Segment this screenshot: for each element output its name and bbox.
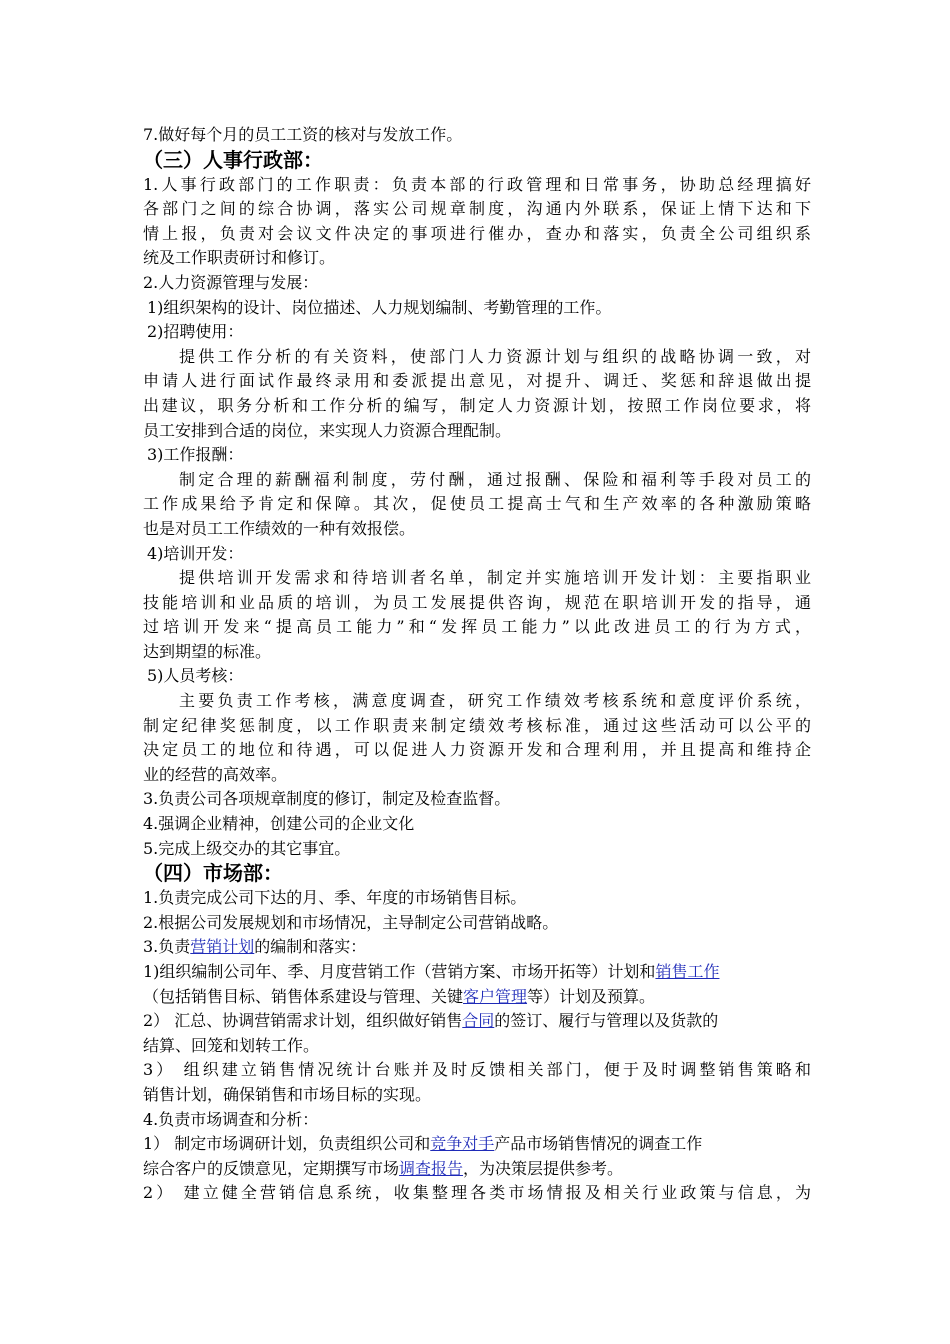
paragraph: 3.负责公司各项规章制度的修订，制定及检查监督。 <box>143 789 511 809</box>
paragraph: 制定纪律奖惩制度，以工作职责来制定绩效考核标准，通过这些活动可以公平的 <box>143 715 811 735</box>
paragraph: 也是对员工工作绩效的一种有效报偿。 <box>143 518 416 538</box>
text-span: ，为决策层提供参考。 <box>463 1158 624 1178</box>
link-survey-report[interactable]: 调查报告 <box>399 1158 464 1178</box>
text-span: 产品市场销售情况的调查工作 <box>494 1134 703 1154</box>
paragraph: 业的经营的高效率。 <box>143 764 288 784</box>
paragraph <box>143 1157 811 1182</box>
paragraph: 2.人力资源管理与发展： <box>143 272 319 292</box>
text-span: 2） 汇总、协调营销需求计划，组织做好销售 <box>143 1011 463 1031</box>
paragraph: 统及工作职责研讨和修订。 <box>143 248 336 268</box>
list-item: 2)招聘使用： <box>147 322 244 342</box>
paragraph: 制定合理的薪酬福利制度，劳付酬，通过报酬、保险和福利等手段对员工的 <box>179 469 811 489</box>
text-span: 的签订、履行与管理以及货款的 <box>494 1011 719 1031</box>
document-body <box>143 123 811 1206</box>
list-item: 3)工作报酬： <box>147 445 244 465</box>
paragraph: 出建议，职务分析和工作分析的编写，制定人力资源计划，按照工作岗位要求，将 <box>143 395 811 415</box>
link-sales-work[interactable]: 销售工作 <box>655 962 720 981</box>
paragraph <box>143 935 811 960</box>
list-item: 1)组织架构的设计、岗位描述、人力规划编制、考勤管理的工作。 <box>147 297 612 317</box>
text-span: 3.负责 <box>143 937 191 957</box>
paragraph <box>143 985 811 1010</box>
paragraph: 2.根据公司发展规划和市场情况，主导制定公司营销战略。 <box>143 912 559 932</box>
paragraph: 提供工作分析的有关资料，使部门人力资源计划与组织的战略协调一致，对 <box>179 346 811 366</box>
link-marketing-plan[interactable]: 营销计划 <box>190 937 255 957</box>
list-item: 5)人员考核： <box>147 666 244 686</box>
paragraph: 申请人进行面试作最终录用和委派提出意见，对提升、调迁、奖惩和辞退做出提 <box>143 371 811 391</box>
paragraph: 员工安排到合适的岗位，来实现人力资源合理配制。 <box>143 420 512 440</box>
text-span: 综合客户的反馈意见，定期撰写市场 <box>143 1158 400 1178</box>
text-span: 等）计划及预算。 <box>527 986 656 1006</box>
paragraph: 工作成果给予肯定和保障。其次，促使员工提高士气和生产效率的各种激励策略 <box>143 494 811 514</box>
section-heading-marketing: （四）市场部： <box>143 861 283 886</box>
paragraph: 4.强调企业精神，创建公司的企业文化 <box>143 814 415 834</box>
list-item: 4)培训开发： <box>147 543 244 563</box>
paragraph: 1.人事行政部门的工作职责：负责本部的行政管理和日常事务，协助总经理搞好 <box>143 174 811 194</box>
text-span: 的编制和落实： <box>254 937 367 957</box>
paragraph: 技能培训和业品质的培训，为员工发展提供咨询，规范在职培训开发的指导，通 <box>143 592 811 612</box>
paragraph: 5.完成上级交办的其它事宜。 <box>143 838 351 858</box>
link-contract[interactable]: 合同 <box>462 1011 495 1031</box>
paragraph: 各部门之间的综合协调，落实公司规章制度，沟通内外联系，保证上情下达和下 <box>143 199 811 219</box>
paragraph: 1.负责完成公司下达的月、季、年度的市场销售目标。 <box>143 888 527 908</box>
paragraph: 情上报，负责对会议文件决定的事项进行催办，查办和落实，负责全公司组织系 <box>143 223 811 243</box>
paragraph: 提供培训开发需求和待培训者名单，制定并实施培训开发计划：主要指职业 <box>179 568 811 588</box>
text-span: （包括销售目标、销售体系建设与管理、关键 <box>143 986 464 1006</box>
paragraph <box>143 960 811 985</box>
paragraph <box>143 1132 811 1157</box>
paragraph <box>143 1009 811 1034</box>
paragraph: 主要负责工作考核，满意度调查，研究工作绩效考核系统和意度评价系统， <box>179 691 811 711</box>
paragraph: 4.负责市场调查和分析： <box>143 1109 319 1129</box>
paragraph: 7.做好每个月的员工工资的核对与发放工作。 <box>143 125 463 144</box>
paragraph: 2） 建立健全营销信息系统，收集整理各类市场情报及相关行业政策与信息，为 <box>143 1183 811 1203</box>
paragraph: 决定员工的地位和待遇，可以促进人力资源开发和合理利用，并且提高和维持企 <box>143 740 811 760</box>
paragraph: 过培训开发来“提高员工能力”和“发挥员工能力”以此改进员工的行为方式， <box>143 617 811 637</box>
link-customer-management[interactable]: 客户管理 <box>463 986 528 1006</box>
paragraph: 结算、回笼和划转工作。 <box>143 1035 320 1055</box>
link-competitor[interactable]: 竞争对手 <box>430 1134 495 1154</box>
paragraph: 销售计划，确保销售和市场目标的实现。 <box>143 1084 432 1104</box>
paragraph: 达到期望的标准。 <box>143 641 272 661</box>
text-span: 1)组织编制公司年、季、月度营销工作（营销方案、市场开拓等）计划和 <box>143 962 656 981</box>
paragraph: 3） 组织建立销售情况统计台账并及时反馈相关部门，便于及时调整销售策略和 <box>143 1060 811 1080</box>
section-heading-hr-admin: （三）人事行政部： <box>143 147 323 172</box>
text-span: 1） 制定市场调研计划，负责组织公司和 <box>143 1134 431 1154</box>
